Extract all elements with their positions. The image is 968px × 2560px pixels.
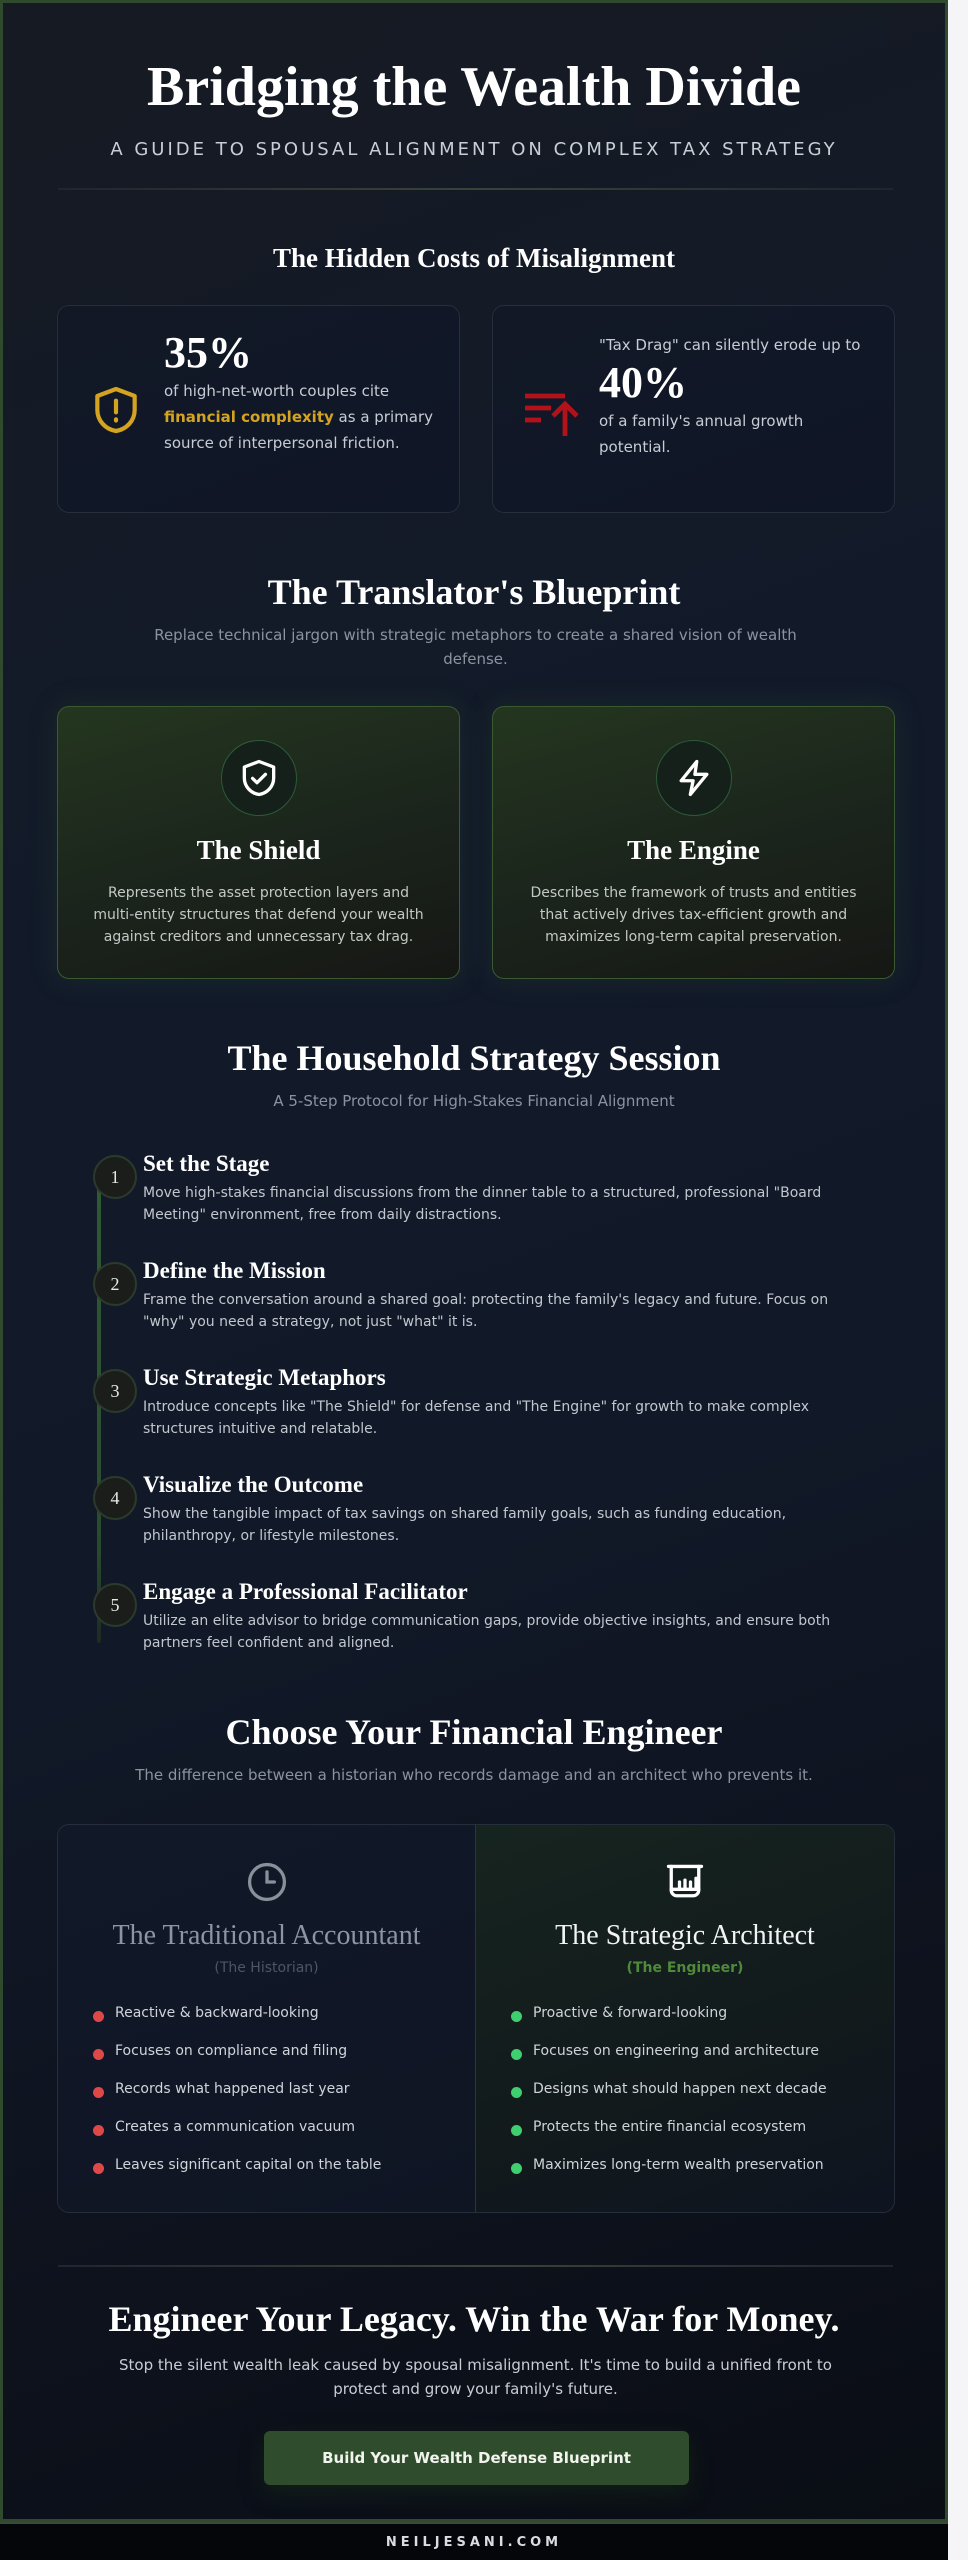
step-description: Move high-stakes financial discussions from the dinner table to a structured, professional "Board Meeting" environment, free from daily distractions. [143, 1185, 822, 1223]
page-subtitle: A GUIDE TO SPOUSAL ALIGNMENT ON COMPLEX TAX STRATEGY [110, 139, 838, 160]
stat-text [164, 328, 434, 456]
section-title-hidden-costs: The Hidden Costs of Misalignment [272, 243, 676, 273]
step-number: 5 [93, 1583, 137, 1627]
section-subtitle-comparison: The difference between a historian who records damage and an architect who prevents it. [135, 1766, 813, 1784]
clock-icon [245, 1860, 289, 1904]
page-title: Bridging the Wealth Divide [147, 56, 801, 118]
section-title-blueprint: The Translator's Blueprint [267, 572, 681, 612]
stat-text [599, 332, 879, 460]
comparison-column-architect [476, 1825, 894, 2212]
list-item-text: Focuses on engineering and architecture [533, 2043, 819, 2059]
footer-site-link[interactable]: NEILJESANI.COM [385, 2534, 563, 2550]
cta-description: Stop the silent wealth leak caused by spousal misalignment. It's time to build a unified front to protect and grow your family's future. [119, 2356, 832, 2398]
stat-value: 35% [164, 328, 252, 377]
red-dot-icon [93, 2163, 104, 2174]
step-number: 1 [93, 1155, 137, 1199]
step-description: Introduce concepts like "The Shield" for defense and "The Engine" for growth to make complex structures intuitive and relatable. [143, 1399, 810, 1437]
list-item-text: Leaves significant capital on the table [115, 2157, 382, 2173]
list-item [511, 2117, 874, 2155]
stat-value: 40% [599, 358, 687, 407]
step-title: Use Strategic Metaphors [143, 1365, 386, 1390]
icon-circle [221, 740, 297, 816]
shield-check-icon [237, 756, 281, 800]
step-number: 4 [93, 1476, 137, 1520]
stat-card-complexity [57, 305, 460, 513]
step-description: Frame the conversation around a shared goal: protecting the family's legacy and future. Focus on "why" you need a strategy, not just "what" it is. [143, 1292, 829, 1330]
list-item [511, 2003, 874, 2041]
list-item [93, 2079, 455, 2117]
comparison-tag: (The Engineer) [626, 1960, 744, 1976]
step-description: Show the tangible impact of tax savings on shared family goals, such as funding education, philanthropy, or lifestyle milestones. [143, 1506, 787, 1544]
section-title-comparison: Choose Your Financial Engineer [225, 1712, 723, 1752]
list-item-text: Creates a communication vacuum [115, 2119, 355, 2135]
icon-circle [656, 740, 732, 816]
list-item-text: Protects the entire financial ecosystem [533, 2119, 807, 2135]
list-item-text: Proactive & forward-looking [533, 2005, 728, 2021]
section-subtitle-session: A 5-Step Protocol for High-Stakes Financial Alignment [273, 1092, 675, 1110]
metaphor-description: Represents the asset protection layers and multi-entity structures that defend your wealth against creditors and unnecessary tax drag. [93, 885, 424, 945]
lightning-bolt-icon [672, 756, 716, 800]
divider [58, 2265, 893, 2267]
comparison-title: The Strategic Architect [555, 1920, 815, 1951]
stat-text-after: of a family's annual growth potential. [599, 412, 804, 456]
red-dot-icon [93, 2011, 104, 2022]
list-item [511, 2079, 874, 2117]
red-dot-icon [93, 2087, 104, 2098]
cta-title: Engineer Your Legacy. Win the War for Money. [108, 2299, 840, 2339]
comparison-list [93, 2003, 455, 2193]
stat-card-tax-drag [492, 305, 895, 513]
step-number: 3 [93, 1369, 137, 1413]
red-dot-icon [93, 2049, 104, 2060]
comparison-title: The Traditional Accountant [112, 1920, 421, 1951]
stat-text-before: of high-net-worth couples cite [164, 382, 390, 400]
list-item-text: Reactive & backward-looking [115, 2005, 319, 2021]
engineering-blueprint-icon [663, 1860, 707, 1904]
sort-ascending-icon [521, 384, 581, 440]
metaphor-title: The Shield [196, 835, 321, 865]
step-title: Engage a Professional Facilitator [143, 1579, 468, 1604]
step-number: 2 [93, 1262, 137, 1306]
list-item-text: Records what happened last year [115, 2081, 350, 2097]
list-item-text: Maximizes long-term wealth preservation [533, 2157, 824, 2173]
comparison-column-accountant [58, 1825, 476, 2212]
green-dot-icon [511, 2087, 522, 2098]
footer [0, 2522, 948, 2560]
metaphor-card-engine [492, 706, 895, 979]
comparison-table [57, 1824, 895, 2213]
green-dot-icon [511, 2011, 522, 2022]
build-blueprint-button[interactable]: Build Your Wealth Defense Blueprint [264, 2431, 689, 2485]
list-item [93, 2041, 455, 2079]
stat-text-after: as a primary source of interpersonal friction. [164, 408, 433, 452]
list-item [93, 2155, 455, 2193]
green-dot-icon [511, 2163, 522, 2174]
list-item [511, 2041, 874, 2079]
section-subtitle-blueprint: Replace technical jargon with strategic metaphors to create a shared vision of wealth defense. [154, 626, 797, 668]
list-item [93, 2117, 455, 2155]
green-dot-icon [511, 2125, 522, 2136]
step-title: Visualize the Outcome [143, 1472, 364, 1497]
divider [58, 188, 893, 190]
comparison-tag: (The Historian) [214, 1960, 319, 1976]
stat-text-before: "Tax Drag" can silently erode up to [599, 336, 861, 354]
section-title-session: The Household Strategy Session [227, 1038, 721, 1078]
shield-alert-icon [88, 380, 144, 440]
step-title: Define the Mission [143, 1258, 326, 1283]
green-dot-icon [511, 2049, 522, 2060]
list-item-text: Focuses on compliance and filing [115, 2043, 348, 2059]
metaphor-description: Describes the framework of trusts and entities that actively drives tax-efficient growth and maximizes long-term capital preservation. [530, 885, 857, 945]
stat-highlight: financial complexity [164, 408, 334, 426]
comparison-list [511, 2003, 874, 2193]
metaphor-title: The Engine [627, 835, 760, 865]
metaphor-card-shield [57, 706, 460, 979]
red-dot-icon [93, 2125, 104, 2136]
step-description: Utilize an elite advisor to bridge communication gaps, provide objective insights, and ensure both partners feel confident and aligned. [143, 1613, 831, 1651]
step-title: Set the Stage [143, 1151, 270, 1176]
list-item [511, 2155, 874, 2193]
list-item-text: Designs what should happen next decade [533, 2081, 827, 2097]
list-item [93, 2003, 455, 2041]
